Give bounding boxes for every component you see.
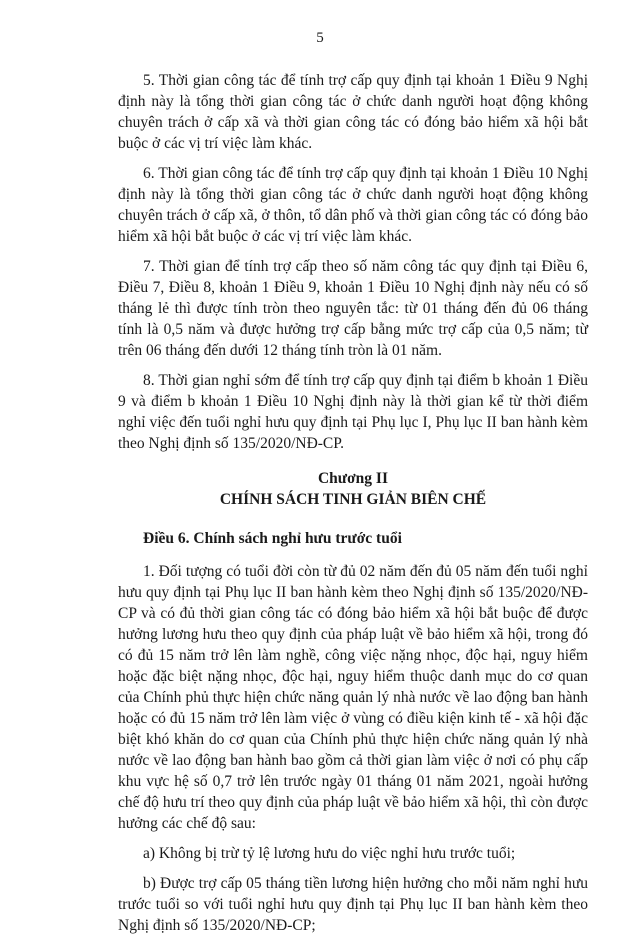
paragraph-point-a: a) Không bị trừ tỷ lệ lương hưu do việc nghỉ hưu trước tuổi; [143,845,516,862]
page-number: 5 [316,30,324,46]
document-body [118,70,588,945]
chapter-label: Chương II [317,470,388,487]
paragraph-clause-5: 5. Thời gian công tác để tính trợ cấp quy định tại khoản 1 Điều 9 Nghị định này là tổng thời gian công tác ở chức danh người hoạt động không chuyên trách ở cấp xã và thời gian công tác có đóng bảo hiểm xã hội bắt buộc ở các vị trí việc làm khác. [118,72,588,152]
paragraph-point-b: b) Được trợ cấp 05 tháng tiền lương hiện hưởng cho mỗi năm nghỉ hưu trước tuổi so với tuổi nghỉ hưu quy định tại Phụ lục II ban hành kèm theo Nghị định số 135/2020/NĐ-CP; [118,875,588,934]
article-title: Điều 6. Chính sách nghỉ hưu trước tuổi [143,530,402,547]
paragraph-article-6-clause-1: 1. Đối tượng có tuổi đời còn từ đủ 02 năm đến đủ 05 năm đến tuổi nghỉ hưu quy định tại Phụ lục II ban hành kèm theo Nghị định số 135/2020/NĐ-CP và có đủ thời gian công tác có đóng bảo hiểm xã hội bắt buộc để được hưởng lương hưu theo quy định của pháp luật về bảo hiểm xã hội, trong đó có đủ 15 năm trở lên làm nghề, công việc nặng nhọc, độc hại, nguy hiểm hoặc đặc biệt nặng nhọc, độc hại, nguy hiểm thuộc danh mục do cơ quan của Chính phủ thực hiện chức năng quản lý nhà nước về lao động ban hành hoặc có đủ 15 năm trở lên làm việc ở vùng có điều kiện kinh tế - xã hội đặc biệt khó khăn do cơ quan của Chính phủ thực hiện chức năng quản lý nhà nước về lao động ban hành bao gồm cả thời gian làm việc ở nơi có phụ cấp khu vực hệ số 0,7 trở lên trước ngày 01 tháng 01 năm 2021, ngoài hưởng chế độ hưu trí theo quy định của pháp luật về bảo hiểm xã hội, thì còn được hưởng các chế độ sau: [118,563,588,832]
chapter-title: CHÍNH SÁCH TINH GIẢN BIÊN CHẾ [219,491,487,508]
paragraph-clause-6: 6. Thời gian công tác để tính trợ cấp quy định tại khoản 1 Điều 10 Nghị định này là tổng thời gian công tác ở chức danh người hoạt động không chuyên trách ở cấp xã, ở thôn, tổ dân phố và thời gian công tác có đóng bảo hiểm xã hội bắt buộc ở các vị trí việc làm khác. [118,165,588,245]
paragraph-clause-8: 8. Thời gian nghỉ sớm để tính trợ cấp quy định tại điểm b khoản 1 Điều 9 và điểm b khoản 1 Điều 10 Nghị định này là thời gian kể từ thời điểm nghỉ việc đến tuổi nghỉ hưu quy định tại Phụ lục I, Phụ lục II ban hành kèm theo Nghị định số 135/2020/NĐ-CP. [118,372,588,452]
paragraph-clause-7: 7. Thời gian để tính trợ cấp theo số năm công tác quy định tại Điều 6, Điều 7, Điều 8, khoản 1 Điều 9, khoản 1 Điều 10 Nghị định này nếu có số tháng lẻ thì được tính tròn theo nguyên tắc: từ 01 tháng đến đủ 06 tháng tính là 0,5 năm và được hưởng trợ cấp bằng mức trợ cấp của 0,5 năm; từ trên 06 tháng đến dưới 12 tháng tính tròn là 01 năm. [118,258,588,359]
